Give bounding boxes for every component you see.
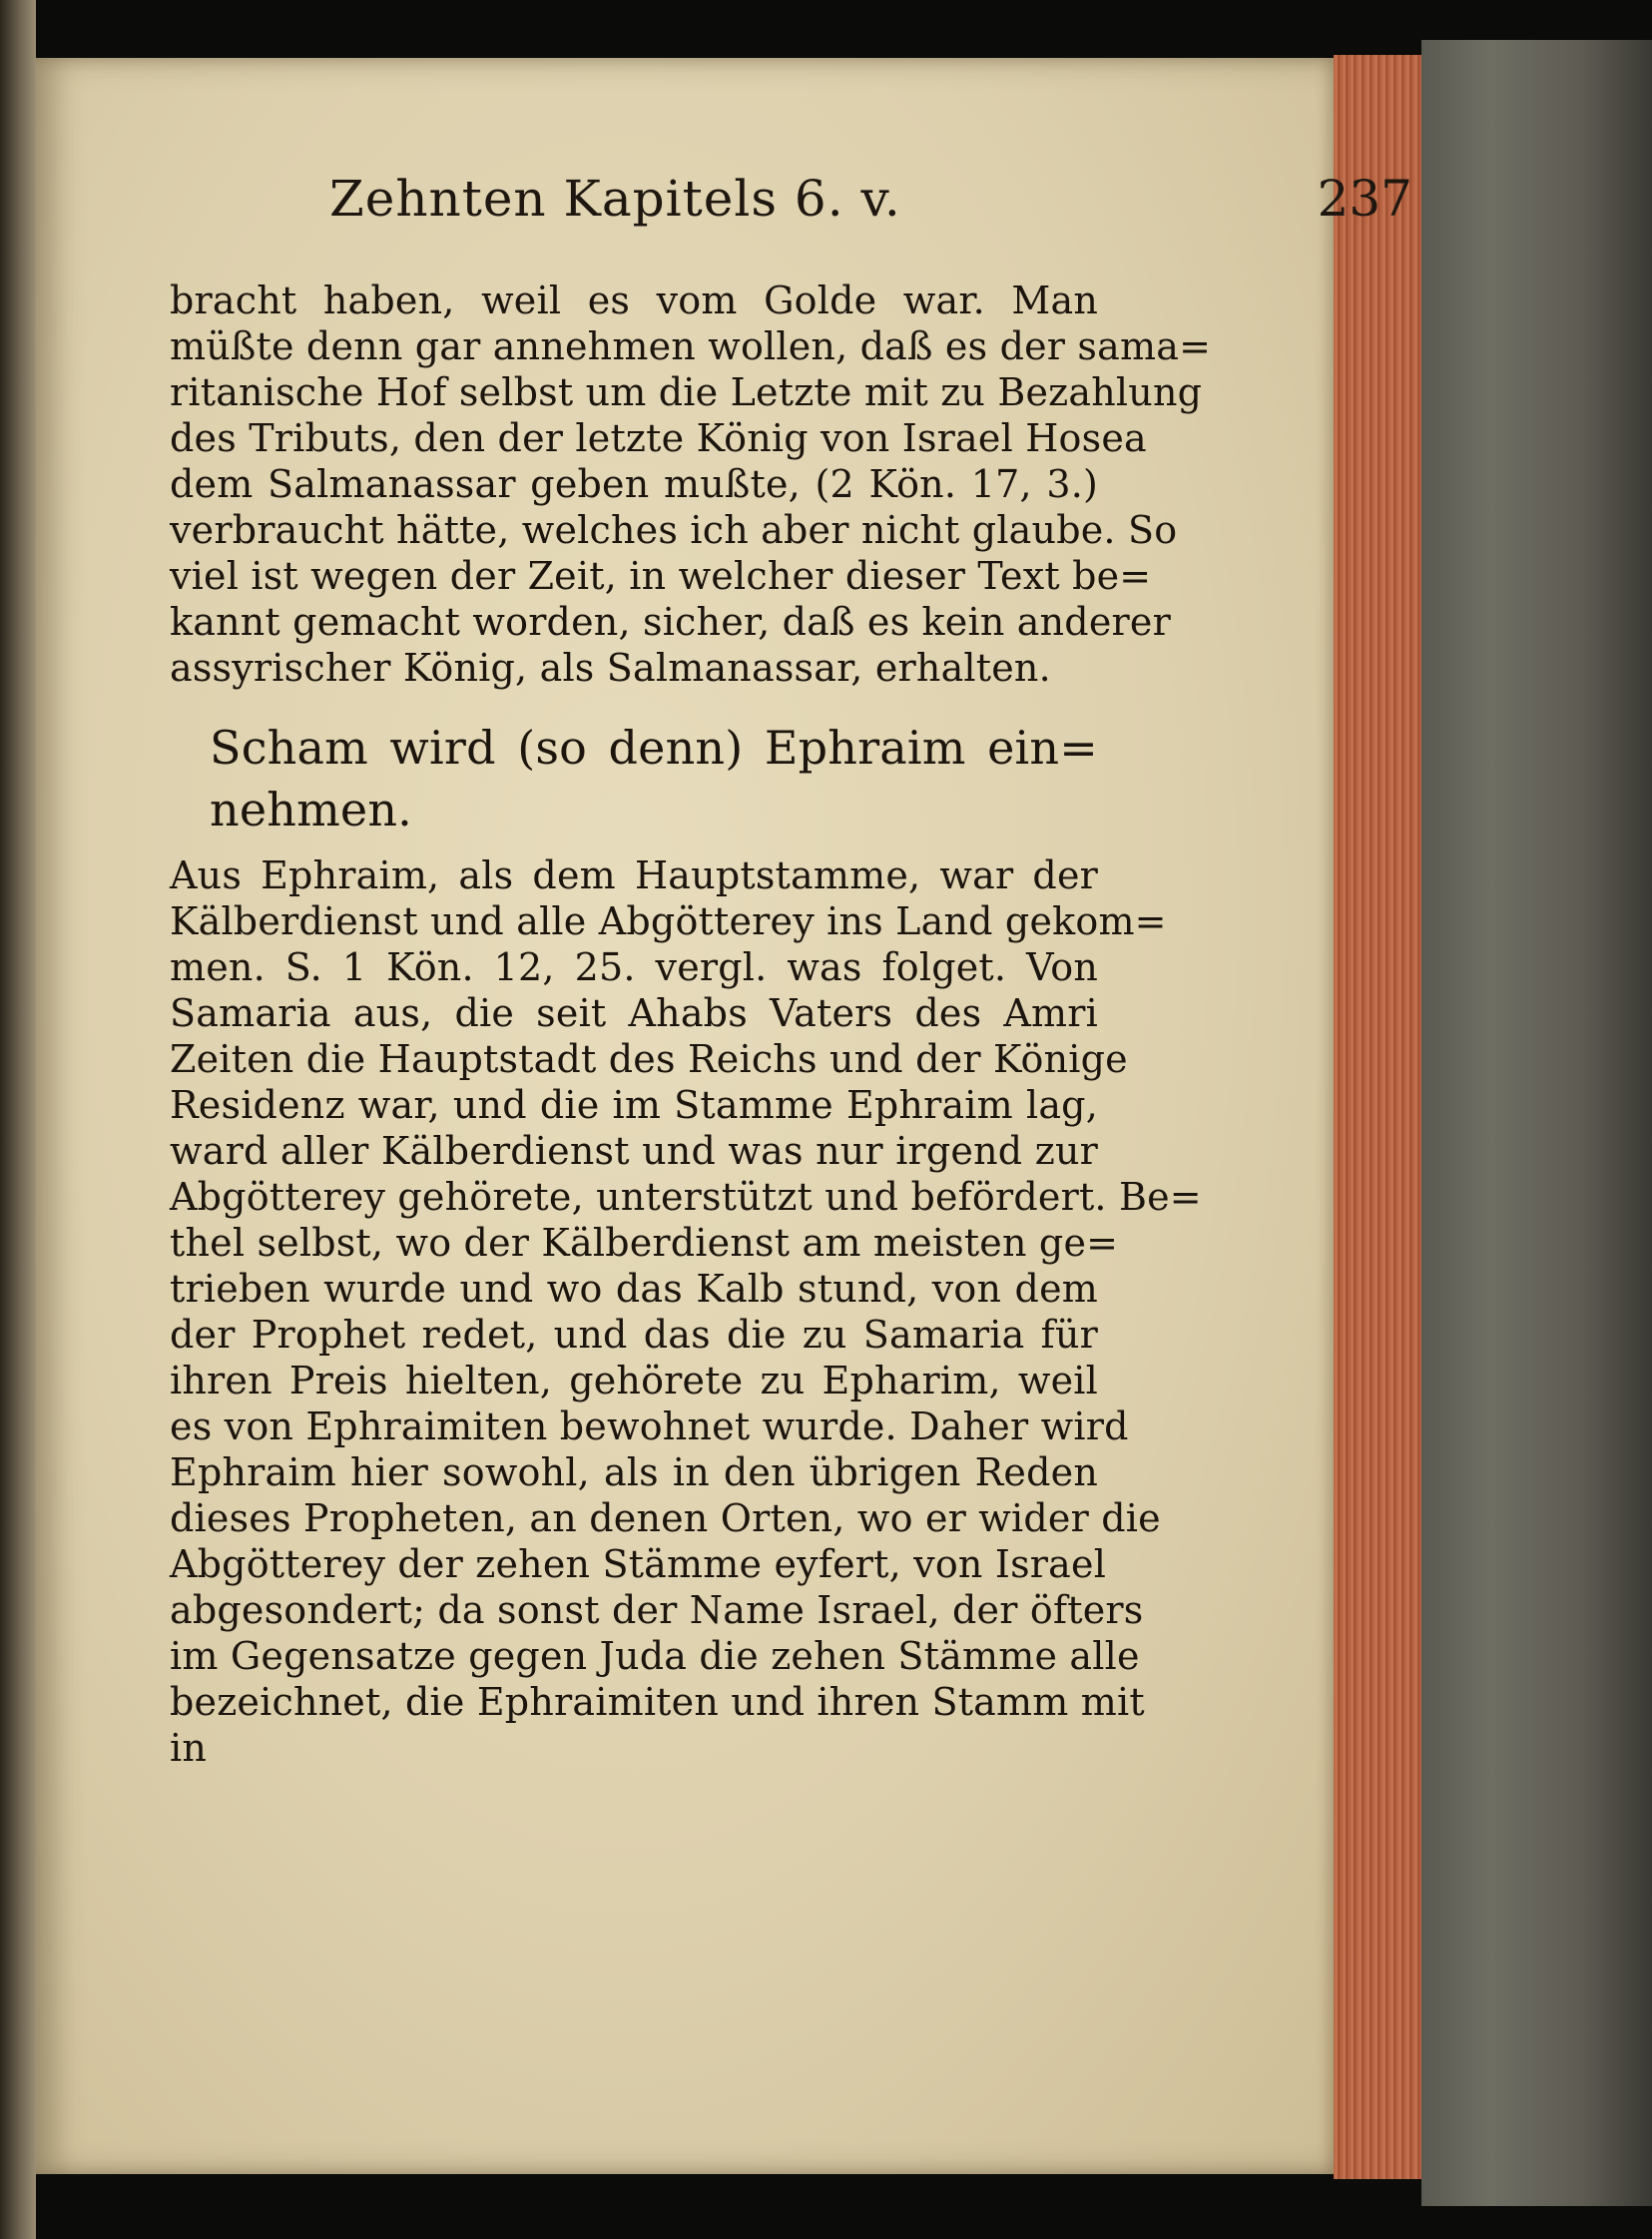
text-line: men. S. 1 Kön. 12, 25. vergl. was folget. Von xyxy=(170,945,1098,989)
text-line: viel ist wegen der Zeit, in welcher dieser Text be= xyxy=(170,554,1152,598)
text-line: Zeiten die Hauptstadt des Reichs und der Könige xyxy=(170,1037,1128,1081)
citation-line: nehmen. xyxy=(210,783,412,837)
text-line: Kälberdienst und alle Abgötterey ins Land gekom= xyxy=(170,899,1167,943)
text-line: bracht haben, weil es vom Golde war. Man xyxy=(170,279,1098,322)
paragraph-explanation xyxy=(170,852,1202,1771)
text-line: kannt gemacht worden, sicher, daß es kein anderer xyxy=(170,600,1171,644)
page-number: 237 xyxy=(1317,170,1412,228)
page-header xyxy=(329,170,1412,250)
catchword: in xyxy=(170,1726,208,1770)
text-line: assyrischer König, als Salmanassar, erhalten. xyxy=(170,646,1051,690)
text-line: müßte denn gar annehmen wollen, daß es der sama= xyxy=(170,324,1212,368)
text-line: verbraucht hätte, welches ich aber nicht glaube. So xyxy=(170,508,1178,552)
left-page-edge xyxy=(0,0,36,2239)
text-line: thel selbst, wo der Kälberdienst am meisten ge= xyxy=(170,1221,1119,1265)
text-line: trieben wurde und wo das Kalb stund, von dem xyxy=(170,1267,1098,1311)
text-line: bezeichnet, die Ephraimiten und ihren Stamm mit xyxy=(170,1680,1145,1724)
bible-citation xyxy=(170,717,1098,840)
text-line: ward aller Kälberdienst und was nur irgend zur xyxy=(170,1129,1098,1173)
paragraph-commentary xyxy=(170,278,1212,691)
text-line: im Gegensatze gegen Juda die zehen Stämme alle xyxy=(170,1634,1140,1678)
page-body xyxy=(170,278,1212,1771)
text-line: Residenz war, und die im Stamme Ephraim lag, xyxy=(170,1083,1098,1127)
text-line: ritanische Hof selbst um die Letzte mit zu Bezahlung xyxy=(170,370,1203,414)
text-line: dieses Propheten, an denen Orten, wo er wider die xyxy=(170,1496,1161,1540)
text-line: Abgötterey gehörete, unterstützt und befördert. Be= xyxy=(170,1175,1202,1219)
text-line: Samaria aus, die seit Ahabs Vaters des Amri xyxy=(170,991,1098,1035)
running-head: Zehnten Kapitels 6. v. xyxy=(329,170,901,228)
text-line: ihren Preis hielten, gehörete zu Epharim, weil xyxy=(170,1359,1098,1402)
text-line: Abgötterey der zehen Stämme eyfert, von Israel xyxy=(170,1542,1107,1586)
citation-line: Scham wird (so denn) Ephraim ein= xyxy=(210,721,1098,775)
text-line: Ephraim hier sowohl, als in den übrigen Reden xyxy=(170,1450,1098,1494)
text-line: dem Salmanassar geben mußte, (2 Kön. 17, 3.) xyxy=(170,462,1098,506)
book-cover xyxy=(1421,40,1652,2206)
text-line: des Tributs, den der letzte König von Israel Hosea xyxy=(170,416,1147,460)
page-block-edge xyxy=(1334,55,1421,2179)
text-line: Aus Ephraim, als dem Hauptstamme, war der xyxy=(170,853,1098,897)
text-line: der Prophet redet, und das die zu Samaria für xyxy=(170,1313,1098,1357)
text-line: abgesondert; da sonst der Name Israel, der öfters xyxy=(170,1588,1144,1632)
text-line: es von Ephraimiten bewohnet wurde. Daher wird xyxy=(170,1404,1129,1448)
